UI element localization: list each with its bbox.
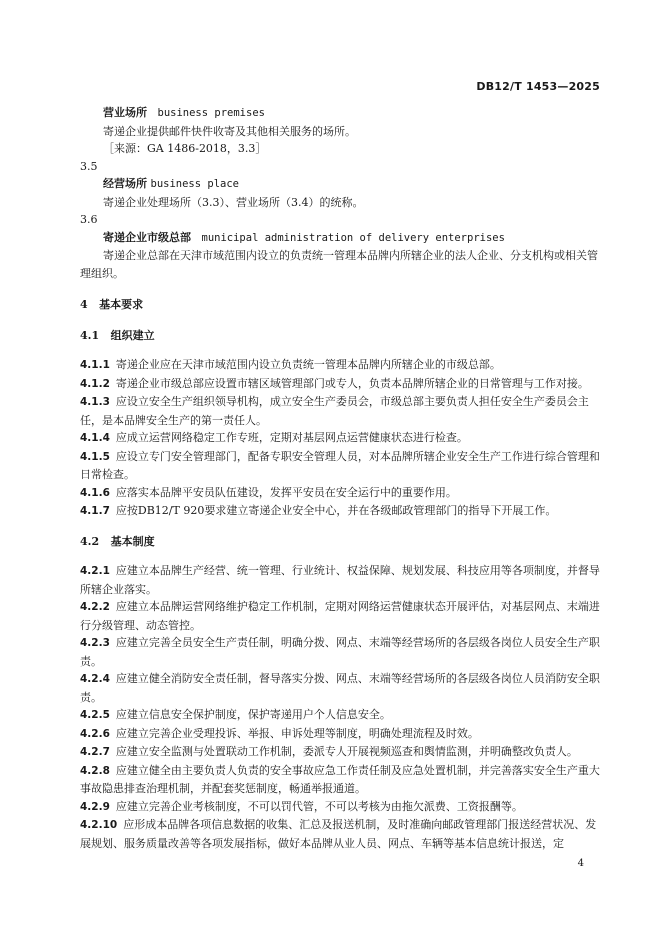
page-number: 4 (577, 858, 584, 869)
clause-number: 4.2.4 (80, 673, 110, 685)
clause-number: 4.1.6 (80, 486, 110, 499)
clause-text: 应设立专门安全管理部门，配备专职安全管理人员，对本品牌所辖企业安全生产工作进行综合管理和日常检查。 (80, 449, 600, 481)
section-number: 4 (80, 298, 88, 311)
clause-text: 应建立健全消防安全责任制，督导落实分拨、网点、末端等经营场所的各层级各岗位人员消防安全职责。 (80, 672, 600, 704)
clause-text: 应建立完善企业考核制度，不可以罚代管，不可以考核为由拖欠派费、工资报酬等。 (115, 799, 523, 813)
clause-text: 应建立完善企业受理投诉、举报、申诉处理等制度，明确处理流程及时效。 (115, 726, 479, 740)
subsection-heading (80, 327, 600, 345)
clause-list (80, 356, 600, 521)
clause (80, 706, 600, 725)
clause-text: 应设立安全生产组织领导机构，成立安全生产委员会，市级总部主要负责人担任安全生产委员会主任，是本品牌安全生产的第一责任人。 (80, 395, 589, 427)
clause (80, 502, 600, 521)
clause-number: 4.1.4 (80, 432, 110, 444)
clause-number: 4.2.9 (80, 800, 110, 813)
clause-text: 应建立安全监测与处置联动工作机制，委派专人开展视频巡查和舆情监测，并明确整改负责人。 (115, 745, 578, 758)
term-cn: 寄递企业市级总部 (103, 230, 191, 244)
term-definition: 寄递企业处理场所（3.3）、营业场所（3.4）的统称。 (103, 195, 364, 209)
clause (80, 448, 600, 484)
subsection-title: 基本制度 (110, 534, 155, 548)
clause-number: 4.1.5 (80, 450, 110, 463)
clause (80, 598, 600, 634)
clause-list (80, 562, 600, 852)
section-heading (80, 296, 600, 314)
clause-number: 4.2.7 (80, 746, 110, 758)
clause (80, 393, 600, 429)
clause-number: 4.1.3 (80, 396, 110, 408)
subsection-title: 组织建立 (110, 328, 155, 342)
term-heading (80, 175, 600, 194)
clause (80, 375, 600, 394)
clause-text: 应建立健全由主要负责人负责的安全事故应急工作责任制及应急处置机制，并完善落实安全生产重大事故隐患排查治理机制，并配套奖惩制度，畅通举报通道。 (80, 763, 600, 795)
subsection-heading (80, 533, 600, 551)
term-source: ［来源：GA 1486-2018，3.3］ (103, 142, 267, 155)
term-definition: 寄递企业总部在天津市域范围内设立的负责统一管理本品牌内所辖企业的法人企业、分支机构或相关管理组织。 (80, 249, 598, 280)
clause (80, 798, 600, 817)
section-title: 基本要求 (99, 298, 144, 311)
term-heading (80, 104, 600, 123)
clause-text: 应建立本品牌运营网络维护稳定工作机制，定期对网络运营健康状态开展评估，对基层网点、末端进行分级管理、动态管控。 (80, 600, 600, 632)
clause-text: 应形成本品牌各项信息数据的收集、汇总及报送机制，及时准确向邮政管理部门报送经营状况、发展规划、服务质量改善等各项发展指标，做好本品牌从业人员、网点、车辆等基本信息统计报送，定 (80, 818, 597, 850)
term-cn: 营业场所 (103, 106, 147, 119)
subsection-number: 4.1 (80, 328, 100, 342)
clause-number: 4.1.1 (80, 359, 110, 371)
clause-text: 应按DB12/T 920要求建立寄递企业安全中心，并在各级邮政管理部门的指导下开展工作。 (115, 504, 557, 517)
clause (80, 634, 600, 670)
clause (80, 743, 600, 762)
clause-number: 4.2.6 (80, 727, 110, 740)
page-content (80, 104, 600, 852)
clause-number: 4.1.2 (80, 377, 110, 390)
clause-text: 应落实本品牌平安员队伍建设，发挥平安员在安全运行中的重要作用。 (115, 485, 457, 499)
term-heading (80, 229, 600, 248)
clause-number: 4.2.8 (80, 764, 110, 777)
term-number: 3.5 (80, 159, 98, 173)
clause (80, 725, 600, 744)
clause-text: 寄递企业市级总部应设置市辖区域管理部门或专人，负责本品牌所辖企业的日常管理与工作对接。 (115, 376, 589, 390)
clause-number: 4.1.7 (80, 505, 110, 517)
term-definition: 寄递企业提供邮件快件收寄及其他相关服务的场所。 (103, 124, 356, 138)
clause (80, 356, 600, 375)
subsection-number: 4.2 (80, 534, 100, 548)
clause-number: 4.2.10 (80, 819, 118, 831)
clause (80, 816, 600, 852)
clause-text: 应建立信息安全保护制度，保护寄递用户个人信息安全。 (115, 708, 391, 721)
clause-number: 4.2.5 (80, 709, 110, 721)
clause (80, 670, 600, 706)
document-id-header: DB12/T 1453—2025 (476, 80, 600, 93)
term-cn: 经营场所 (103, 177, 147, 190)
clause (80, 762, 600, 798)
clause-text: 寄递企业应在天津市域范围内设立负责统一管理本品牌内所辖企业的市级总部。 (115, 358, 501, 371)
clause-number: 4.2.3 (80, 637, 110, 649)
clause (80, 429, 600, 448)
term-number: 3.6 (80, 213, 98, 226)
clause-number: 4.2.1 (80, 565, 110, 577)
clause-text: 应建立完善全员安全生产责任制，明确分拨、网点、末端等经营场所的各层级各岗位人员安全生产职责。 (80, 636, 600, 668)
term-en: municipal administration of delivery enterprises (201, 231, 505, 244)
clause (80, 562, 600, 598)
clause (80, 484, 600, 503)
clause-text: 应成立运营网络稳定工作专班，定期对基层网点运营健康状态进行检查。 (115, 431, 468, 444)
clause-text: 应建立本品牌生产经营、统一管理、行业统计、权益保障、规划发展、科技应用等各项制度，并督导所辖企业落实。 (80, 564, 600, 596)
term-en: business place (150, 178, 240, 190)
term-en: business premises (157, 107, 265, 119)
clause-number: 4.2.2 (80, 601, 110, 613)
